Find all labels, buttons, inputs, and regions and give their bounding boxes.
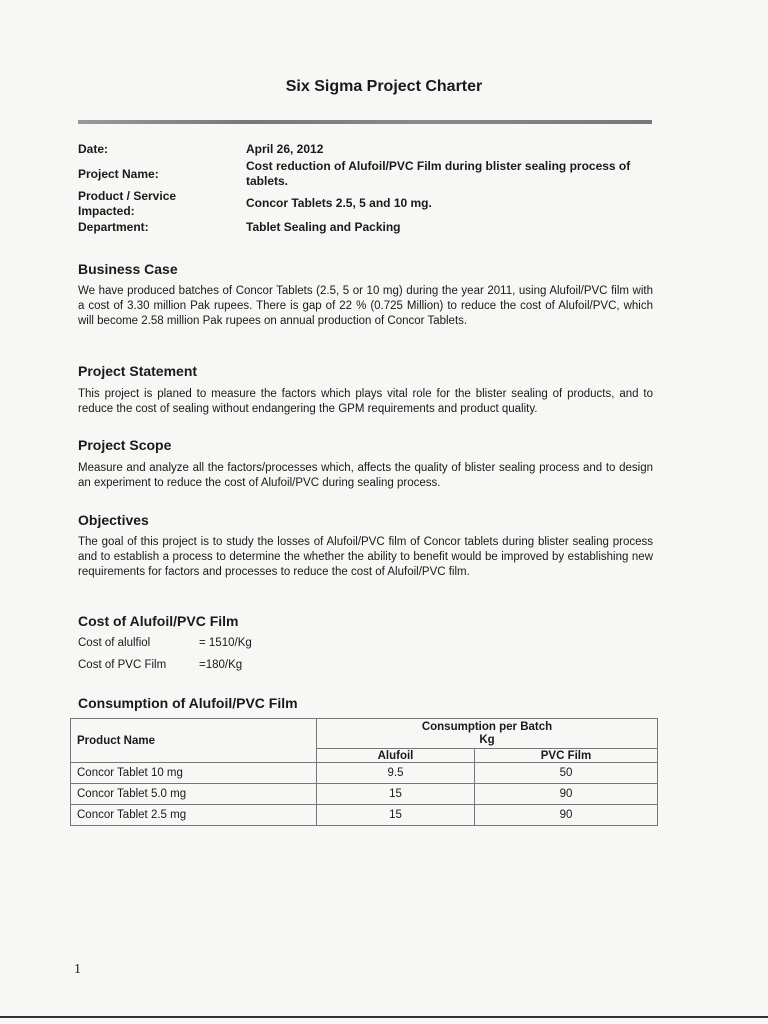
cell-pvc: 90 (475, 784, 658, 805)
cost-label: Cost of PVC Film (78, 659, 167, 671)
meta-label: Date: (78, 142, 109, 156)
cell-product: Concor Tablet 5.0 mg (71, 784, 317, 805)
cell-alufoil: 15 (317, 784, 475, 805)
cost-value: =180/Kg (199, 659, 243, 671)
table-row (71, 805, 658, 826)
consumption-heading: Consumption of Alufoil/PVC Film (78, 695, 298, 711)
meta-label: Department: (78, 220, 149, 234)
cell-product: Concor Tablet 2.5 mg (71, 805, 317, 826)
title-rule (78, 120, 652, 124)
project-scope-heading: Project Scope (78, 437, 172, 453)
page-number: 1 (74, 962, 81, 977)
meta-value: April 26, 2012 (246, 142, 324, 156)
meta-value: Tablet Sealing and Packing (246, 220, 401, 234)
project-statement-text: This project is planed to measure the factors which plays vital role for the blister sealing of products, and to reduce the cost of sealing without endangering the GPM requirements and product quality. (78, 388, 653, 415)
business-case-heading: Business Case (78, 261, 178, 277)
table-header-row (71, 719, 658, 749)
cost-value: = 1510/Kg (199, 637, 252, 649)
meta-value: Cost reduction of Alufoil/PVC Film during blister sealing process of tablets. (246, 159, 631, 188)
col-header-consumption: Consumption per Batch Kg (317, 719, 658, 749)
cell-pvc: 50 (475, 763, 658, 784)
meta-label: Project Name: (78, 167, 159, 181)
business-case-text: We have produced batches of Concor Tablets (2.5, 5 or 10 mg) during the year 2011, using Alufoil/PVC film with a cost of 3.30 million Pak rupees. There is gap of 22 % (0.725 Million) to reduce the cost of Alufoil/PVC, which will become 2.58 million Pak rupees on annual production of Concor Tablets. (78, 285, 653, 327)
cell-pvc: 90 (475, 805, 658, 826)
table-row (71, 784, 658, 805)
cost-label: Cost of alulfiol (78, 637, 151, 649)
project-scope-text: Measure and analyze all the factors/processes which, affects the quality of blister sealing process and to design an experiment to reduce the cost of Alufoil/PVC during sealing process. (78, 462, 653, 489)
table-row (71, 763, 658, 784)
objectives-text: The goal of this project is to study the losses of Alufoil/PVC film of Concor tablets during blister sealing process and to establish a process to determine the whether the ability to benefit would be improved by establishing new requirements for factors and processes to reduce the cost of Alufoil/PVC film. (78, 536, 653, 578)
cell-product: Concor Tablet 10 mg (71, 763, 317, 784)
consumption-table (70, 718, 658, 826)
cost-heading: Cost of Alufoil/PVC Film (78, 613, 239, 629)
project-statement-heading: Project Statement (78, 363, 198, 379)
cell-alufoil: 9.5 (317, 763, 475, 784)
document-title: Six Sigma Project Charter (285, 78, 483, 95)
col-header-alufoil: Alufoil (317, 749, 475, 763)
objectives-heading: Objectives (78, 512, 149, 528)
meta-value: Concor Tablets 2.5, 5 and 10 mg. (246, 196, 432, 210)
meta-label: Product / Service Impacted: (78, 189, 177, 218)
col-header-pvc: PVC Film (475, 749, 658, 763)
col-header-product: Product Name (71, 719, 317, 763)
page-edge-line (0, 1016, 768, 1018)
cell-alufoil: 15 (317, 805, 475, 826)
